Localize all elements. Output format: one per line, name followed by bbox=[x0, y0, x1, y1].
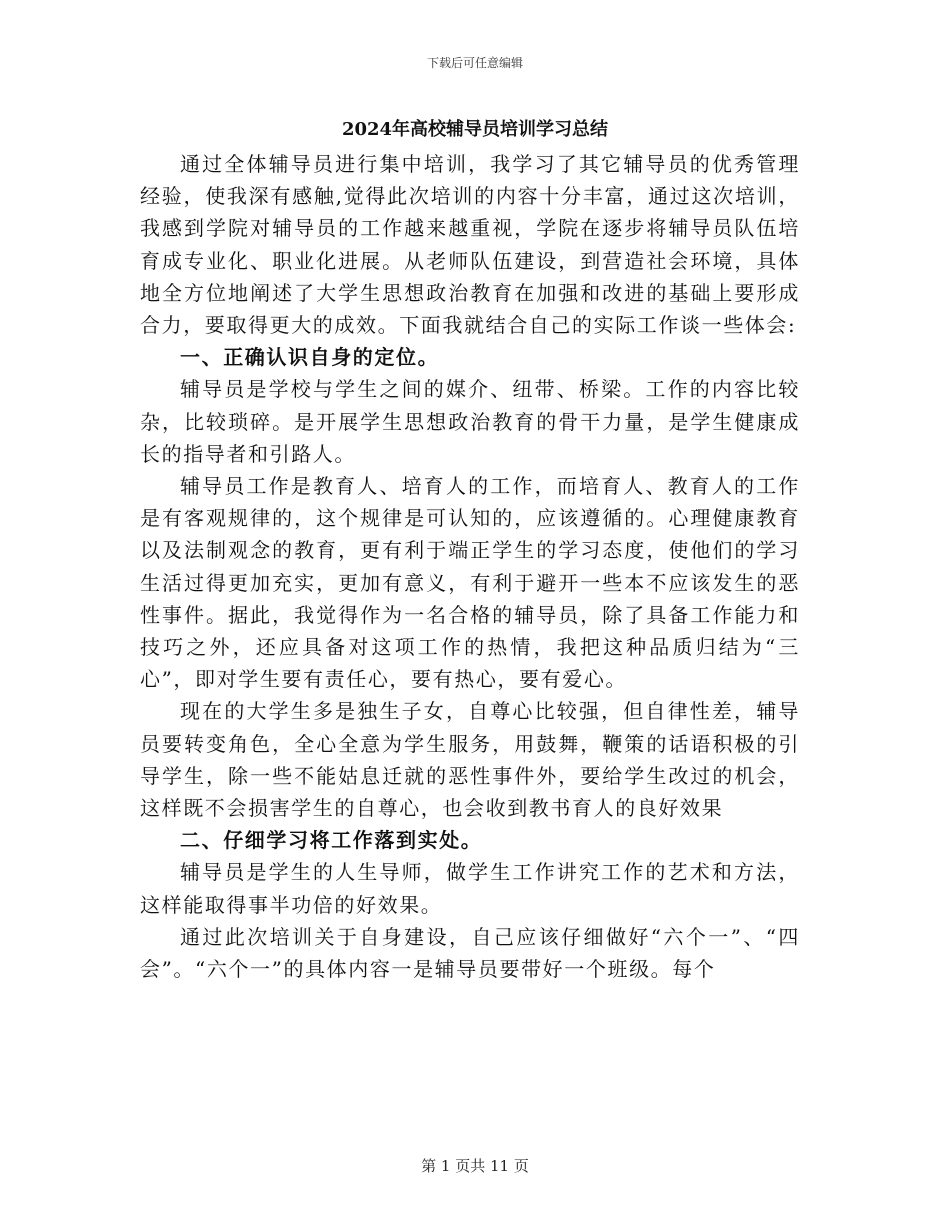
section-heading-2: 二、仔细学习将工作落到实处。 bbox=[180, 828, 483, 853]
section-heading-1: 一、正确认识自身的定位。 bbox=[180, 345, 440, 370]
paragraph-role: 辅导员是学校与学生之间的媒介、纽带、桥梁。工作的内容比较杂，比较琐碎。是开展学生思想政治教育的骨干力量，是学生健康成长的指导者和引路人。 bbox=[140, 377, 800, 466]
paragraph-intro: 通过全体辅导员进行集中培训，我学习了其它辅导员的优秀管理经验，使我深有感触,觉得此次培训的内容十分丰富，通过这次培训，我感到学院对辅导员的工作越来越重视，学院在逐步将辅导员队伍培育成专业化、职业化进展。从老师队伍建设，到营造社会环境，具体地全方位地阐述了大学生思想政治教育在加强和改进的基础上要形成合力，要取得更大的成效。下面我就结合自己的实际工作谈一些体会: bbox=[140, 152, 800, 338]
paragraph-mentor: 辅导员是学生的人生导师，做学生工作讲究工作的艺术和方法，这样能取得事半功倍的好效果。 bbox=[140, 860, 800, 917]
paragraph-education: 辅导员工作是教育人、培育人的工作，而培育人、教育人的工作是有客观规律的，这个规律是可认知的，应该遵循的。心理健康教育以及法制观念的教育，更有利于端正学生的学习态度，使他们的学习生活过得更加充实，更加有意义，有利于避开一些本不应该发生的恶性事件。据此，我觉得作为一名合格的辅导员，除了具备工作能力和技巧之外，还应具备对这项工作的热情，我把这种品质归结为“三心”，即对学生要有责任心，要有热心，要有爱心。 bbox=[140, 474, 800, 692]
document-title: 2024年高校辅导员培训学习总结 bbox=[341, 119, 609, 140]
page-header: 下载后可任意编辑 bbox=[426, 56, 523, 70]
paragraph-training: 通过此次培训关于自身建设，自己应该仔细做好“六个一”、“四会”。“六个一”的具体内容一是辅导员要带好一个班级。每个 bbox=[140, 924, 800, 982]
paragraph-students: 现在的大学生多是独生子女，自尊心比较强，但自律性差，辅导员要转变角色，全心全意为学生服务，用鼓舞，鞭策的话语积极的引导学生，除一些不能姑息迁就的恶性事件外，要给学生改过的机会，这样既不会损害学生的自尊心，也会收到教书育人的良好效果 bbox=[140, 699, 800, 821]
document-body bbox=[140, 148, 800, 985]
page-footer: 第 1 页共 11 页 bbox=[421, 1157, 529, 1175]
